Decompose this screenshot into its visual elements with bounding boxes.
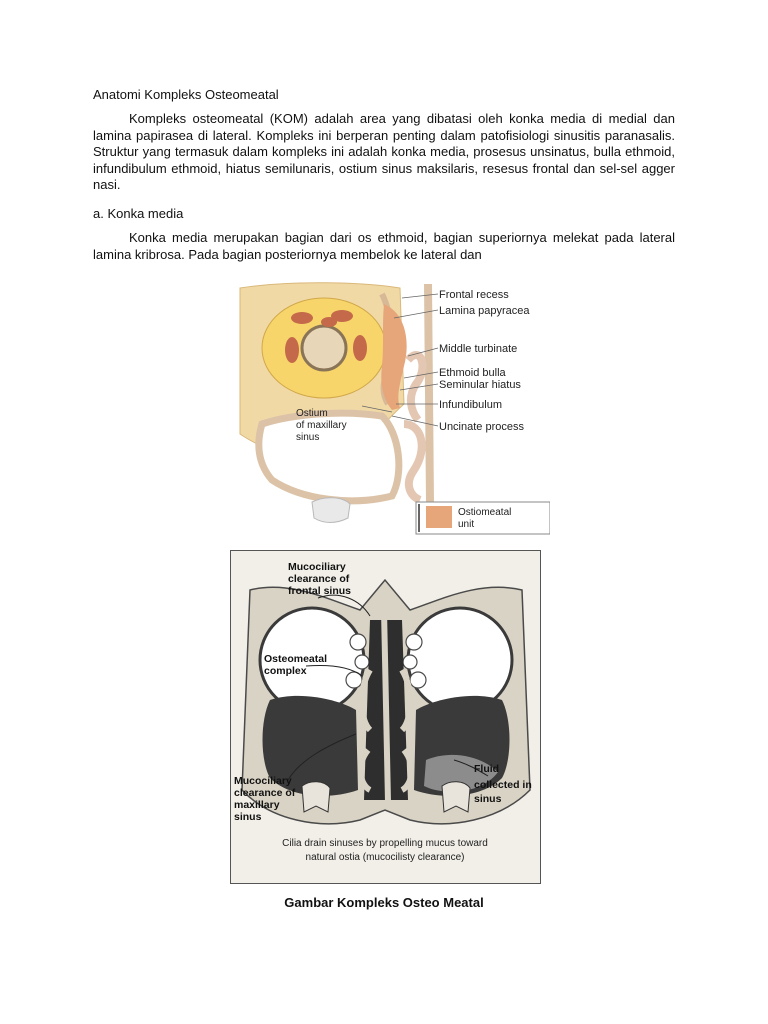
label-maxillary-line2: clearance of (234, 787, 296, 799)
label-middle-turbinate: Middle turbinate (439, 343, 518, 355)
legend-ostiomeatal-unit (416, 502, 550, 534)
label-maxillary-line3: maxillary (234, 799, 280, 811)
label-frontal-line3: frontal sinus (288, 585, 352, 597)
figure-mucociliary-clearance (230, 550, 541, 884)
label-ostium-line1: Ostium (296, 408, 328, 419)
figure-2-caption-line1: Cilia drain sinuses by propelling mucus toward (282, 838, 488, 849)
paragraph-kom (93, 111, 675, 194)
label-frontal-recess: Frontal recess (439, 289, 509, 301)
figure-2-caption-line2: natural ostia (mucocilisty clearance) (305, 852, 465, 863)
label-ostio-line1: Osteomeatal (264, 653, 328, 665)
label-uncinate-process: Uncinate process (439, 421, 524, 433)
label-ostium-line3: sinus (296, 432, 320, 443)
label-maxillary-line4: sinus (234, 811, 262, 823)
label-fluid-line1: Fluid (474, 763, 500, 775)
label-ostio-line2: complex (264, 665, 307, 677)
figure-ostiomeatal-unit (232, 274, 550, 536)
legend-line1: Ostiomeatal (458, 507, 512, 518)
paragraph-kom-text: Kompleks osteomeatal (KOM) adalah area yang dibatasi oleh konka media di medial dan lamina papirasea di lateral. Kompleks ini berperan penting dalam patofisiologi sinusitis paranasalis. Struktur yang termasuk dalam kompleks ini adalah konka media, prosesus unsinatus, bulla ethmoid, infundibulum ethmoid, hiatus semilunaris, ostium sinus maksilaris, resesus frontal dan sel-sel agger nasi. (93, 111, 675, 193)
paragraph-konka-media-text: Konka media merupakan bagian dari os ethmoid, bagian superiornya melekat pada lateral lamina kribrosa. Pada bagian posteriornya membelok ke lateral dan (93, 230, 675, 262)
label-seminular-hiatus: Seminular hiatus (439, 379, 521, 391)
label-frontal-line2: clearance of (288, 573, 350, 585)
label-ethmoid-bulla: Ethmoid bulla (439, 367, 506, 379)
label-fluid-line2: collected in (474, 779, 532, 791)
label-fluid-line3: sinus (474, 793, 502, 805)
label-lamina-papyracea: Lamina papyracea (439, 305, 530, 317)
label-ostium-line2: of maxillary (296, 420, 347, 431)
legend-swatch (426, 506, 452, 528)
figure-caption: Gambar Kompleks Osteo Meatal (284, 895, 484, 910)
document-heading: Anatomi Kompleks Osteomeatal (93, 87, 279, 102)
label-frontal-line1: Mucociliary (288, 561, 346, 573)
label-maxillary-line1: Mucociliary (234, 775, 292, 787)
subheading-konka-media: a. Konka media (93, 206, 184, 221)
label-infundibulum: Infundibulum (439, 399, 502, 411)
legend-line2: unit (458, 519, 475, 530)
paragraph-konka-media (93, 230, 675, 263)
